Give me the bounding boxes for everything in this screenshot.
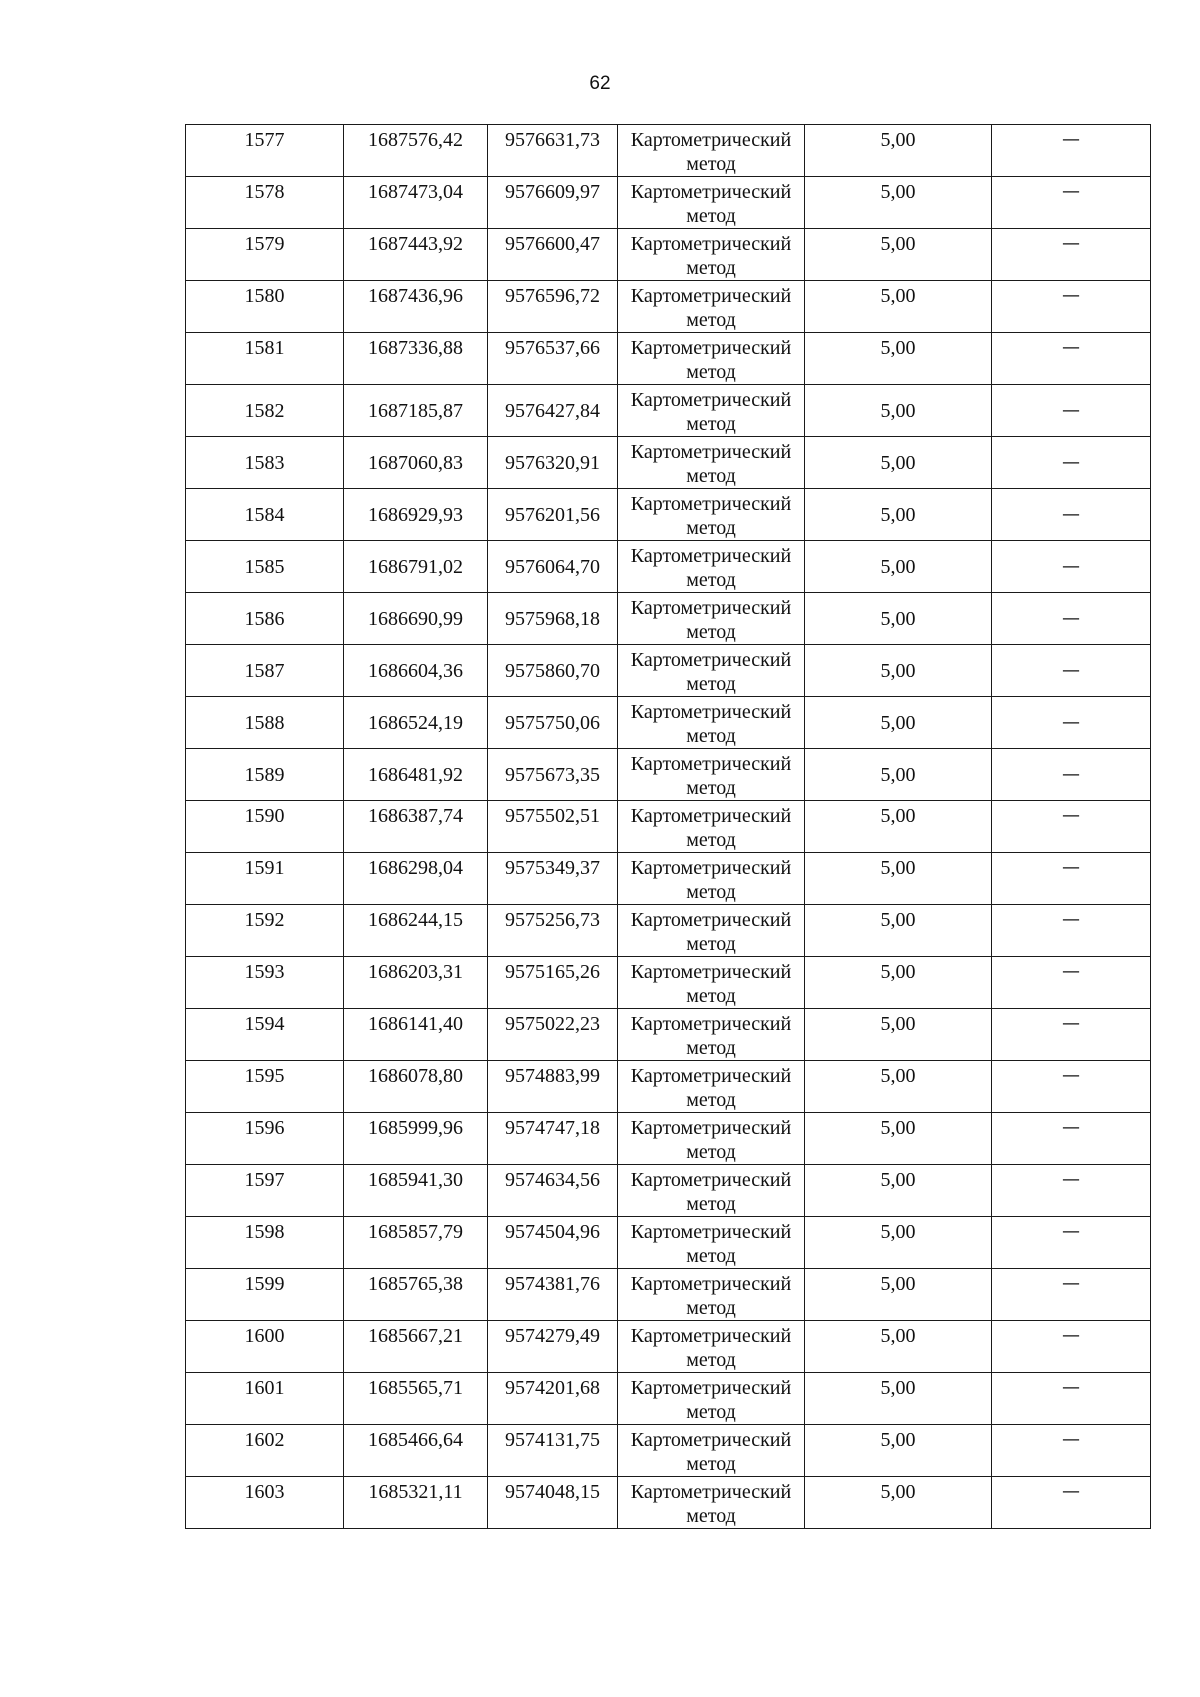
point-number-cell: 1577 bbox=[186, 125, 344, 177]
x-coordinate-cell: 1687336,88 bbox=[344, 333, 488, 385]
precision-cell: 5,00 bbox=[805, 541, 992, 593]
method-cell: Картометрический метод bbox=[618, 593, 805, 645]
precision-cell: 5,00 bbox=[805, 333, 992, 385]
precision-cell: 5,00 bbox=[805, 801, 992, 853]
point-number-cell: 1581 bbox=[186, 333, 344, 385]
point-number-cell: 1596 bbox=[186, 1113, 344, 1165]
note-cell: — bbox=[992, 385, 1151, 437]
note-cell: — bbox=[992, 1321, 1151, 1373]
x-coordinate-cell: 1685999,96 bbox=[344, 1113, 488, 1165]
precision-cell: 5,00 bbox=[805, 281, 992, 333]
x-coordinate-cell: 1686078,80 bbox=[344, 1061, 488, 1113]
note-cell: — bbox=[992, 645, 1151, 697]
x-coordinate-cell: 1685565,71 bbox=[344, 1373, 488, 1425]
x-coordinate-cell: 1687436,96 bbox=[344, 281, 488, 333]
note-cell: — bbox=[992, 957, 1151, 1009]
method-cell: Картометрический метод bbox=[618, 853, 805, 905]
x-coordinate-cell: 1686524,19 bbox=[344, 697, 488, 749]
coordinates-table bbox=[185, 124, 1151, 1529]
point-number-cell: 1588 bbox=[186, 697, 344, 749]
page-number: 62 bbox=[589, 73, 611, 94]
precision-cell: 5,00 bbox=[805, 593, 992, 645]
method-cell: Картометрический метод bbox=[618, 1217, 805, 1269]
y-coordinate-cell: 9575968,18 bbox=[488, 593, 618, 645]
y-coordinate-cell: 9574048,15 bbox=[488, 1477, 618, 1529]
y-coordinate-cell: 9575256,73 bbox=[488, 905, 618, 957]
note-cell: — bbox=[992, 697, 1151, 749]
table-row bbox=[186, 385, 1151, 437]
method-cell: Картометрический метод bbox=[618, 1373, 805, 1425]
note-cell: — bbox=[992, 437, 1151, 489]
point-number-cell: 1601 bbox=[186, 1373, 344, 1425]
x-coordinate-cell: 1686387,74 bbox=[344, 801, 488, 853]
table-row bbox=[186, 229, 1151, 281]
precision-cell: 5,00 bbox=[805, 1477, 992, 1529]
note-cell: — bbox=[992, 1477, 1151, 1529]
table-row bbox=[186, 957, 1151, 1009]
point-number-cell: 1580 bbox=[186, 281, 344, 333]
precision-cell: 5,00 bbox=[805, 437, 992, 489]
note-cell: — bbox=[992, 593, 1151, 645]
precision-cell: 5,00 bbox=[805, 229, 992, 281]
table-row bbox=[186, 593, 1151, 645]
method-cell: Картометрический метод bbox=[618, 749, 805, 801]
table-row bbox=[186, 853, 1151, 905]
method-cell: Картометрический метод bbox=[618, 1269, 805, 1321]
table-row bbox=[186, 1321, 1151, 1373]
table-row bbox=[186, 1113, 1151, 1165]
point-number-cell: 1592 bbox=[186, 905, 344, 957]
y-coordinate-cell: 9576201,56 bbox=[488, 489, 618, 541]
x-coordinate-cell: 1686481,92 bbox=[344, 749, 488, 801]
method-cell: Картометрический метод bbox=[618, 1477, 805, 1529]
table-row bbox=[186, 1425, 1151, 1477]
precision-cell: 5,00 bbox=[805, 1061, 992, 1113]
x-coordinate-cell: 1686929,93 bbox=[344, 489, 488, 541]
note-cell: — bbox=[992, 541, 1151, 593]
method-cell: Картометрический метод bbox=[618, 385, 805, 437]
x-coordinate-cell: 1685321,11 bbox=[344, 1477, 488, 1529]
method-cell: Картометрический метод bbox=[618, 1113, 805, 1165]
precision-cell: 5,00 bbox=[805, 177, 992, 229]
x-coordinate-cell: 1686298,04 bbox=[344, 853, 488, 905]
point-number-cell: 1579 bbox=[186, 229, 344, 281]
table-row bbox=[186, 645, 1151, 697]
y-coordinate-cell: 9574201,68 bbox=[488, 1373, 618, 1425]
point-number-cell: 1586 bbox=[186, 593, 344, 645]
x-coordinate-cell: 1686791,02 bbox=[344, 541, 488, 593]
note-cell: — bbox=[992, 1165, 1151, 1217]
x-coordinate-cell: 1687060,83 bbox=[344, 437, 488, 489]
method-cell: Картометрический метод bbox=[618, 645, 805, 697]
precision-cell: 5,00 bbox=[805, 1425, 992, 1477]
y-coordinate-cell: 9576596,72 bbox=[488, 281, 618, 333]
table-row bbox=[186, 489, 1151, 541]
method-cell: Картометрический метод bbox=[618, 541, 805, 593]
note-cell: — bbox=[992, 1217, 1151, 1269]
table-row bbox=[186, 1373, 1151, 1425]
point-number-cell: 1602 bbox=[186, 1425, 344, 1477]
x-coordinate-cell: 1686244,15 bbox=[344, 905, 488, 957]
table-row bbox=[186, 177, 1151, 229]
point-number-cell: 1600 bbox=[186, 1321, 344, 1373]
table-row bbox=[186, 801, 1151, 853]
x-coordinate-cell: 1686141,40 bbox=[344, 1009, 488, 1061]
x-coordinate-cell: 1686690,99 bbox=[344, 593, 488, 645]
table-row bbox=[186, 333, 1151, 385]
point-number-cell: 1597 bbox=[186, 1165, 344, 1217]
method-cell: Картометрический метод bbox=[618, 333, 805, 385]
note-cell: — bbox=[992, 281, 1151, 333]
point-number-cell: 1583 bbox=[186, 437, 344, 489]
y-coordinate-cell: 9574747,18 bbox=[488, 1113, 618, 1165]
note-cell: — bbox=[992, 853, 1151, 905]
method-cell: Картометрический метод bbox=[618, 1425, 805, 1477]
point-number-cell: 1590 bbox=[186, 801, 344, 853]
precision-cell: 5,00 bbox=[805, 645, 992, 697]
y-coordinate-cell: 9574634,56 bbox=[488, 1165, 618, 1217]
point-number-cell: 1587 bbox=[186, 645, 344, 697]
point-number-cell: 1589 bbox=[186, 749, 344, 801]
y-coordinate-cell: 9575673,35 bbox=[488, 749, 618, 801]
precision-cell: 5,00 bbox=[805, 1113, 992, 1165]
precision-cell: 5,00 bbox=[805, 1321, 992, 1373]
point-number-cell: 1591 bbox=[186, 853, 344, 905]
y-coordinate-cell: 9576537,66 bbox=[488, 333, 618, 385]
y-coordinate-cell: 9576320,91 bbox=[488, 437, 618, 489]
method-cell: Картометрический метод bbox=[618, 489, 805, 541]
y-coordinate-cell: 9576427,84 bbox=[488, 385, 618, 437]
point-number-cell: 1585 bbox=[186, 541, 344, 593]
table-row bbox=[186, 281, 1151, 333]
table-row bbox=[186, 125, 1151, 177]
point-number-cell: 1578 bbox=[186, 177, 344, 229]
point-number-cell: 1603 bbox=[186, 1477, 344, 1529]
method-cell: Картометрический метод bbox=[618, 801, 805, 853]
method-cell: Картометрический метод bbox=[618, 905, 805, 957]
method-cell: Картометрический метод bbox=[618, 1321, 805, 1373]
precision-cell: 5,00 bbox=[805, 489, 992, 541]
y-coordinate-cell: 9576064,70 bbox=[488, 541, 618, 593]
precision-cell: 5,00 bbox=[805, 1269, 992, 1321]
note-cell: — bbox=[992, 229, 1151, 281]
note-cell: — bbox=[992, 489, 1151, 541]
x-coordinate-cell: 1685941,30 bbox=[344, 1165, 488, 1217]
y-coordinate-cell: 9574883,99 bbox=[488, 1061, 618, 1113]
y-coordinate-cell: 9576609,97 bbox=[488, 177, 618, 229]
x-coordinate-cell: 1687473,04 bbox=[344, 177, 488, 229]
table-row bbox=[186, 749, 1151, 801]
precision-cell: 5,00 bbox=[805, 1217, 992, 1269]
method-cell: Картометрический метод bbox=[618, 1165, 805, 1217]
note-cell: — bbox=[992, 1269, 1151, 1321]
method-cell: Картометрический метод bbox=[618, 177, 805, 229]
note-cell: — bbox=[992, 801, 1151, 853]
table-row bbox=[186, 1061, 1151, 1113]
precision-cell: 5,00 bbox=[805, 957, 992, 1009]
x-coordinate-cell: 1685765,38 bbox=[344, 1269, 488, 1321]
method-cell: Картометрический метод bbox=[618, 125, 805, 177]
table-row bbox=[186, 905, 1151, 957]
point-number-cell: 1595 bbox=[186, 1061, 344, 1113]
y-coordinate-cell: 9575349,37 bbox=[488, 853, 618, 905]
method-cell: Картометрический метод bbox=[618, 437, 805, 489]
y-coordinate-cell: 9575860,70 bbox=[488, 645, 618, 697]
x-coordinate-cell: 1685857,79 bbox=[344, 1217, 488, 1269]
x-coordinate-cell: 1687443,92 bbox=[344, 229, 488, 281]
table-row bbox=[186, 1009, 1151, 1061]
y-coordinate-cell: 9575750,06 bbox=[488, 697, 618, 749]
note-cell: — bbox=[992, 1009, 1151, 1061]
precision-cell: 5,00 bbox=[805, 749, 992, 801]
y-coordinate-cell: 9576631,73 bbox=[488, 125, 618, 177]
precision-cell: 5,00 bbox=[805, 1009, 992, 1061]
method-cell: Картометрический метод bbox=[618, 1009, 805, 1061]
point-number-cell: 1582 bbox=[186, 385, 344, 437]
y-coordinate-cell: 9575165,26 bbox=[488, 957, 618, 1009]
precision-cell: 5,00 bbox=[805, 697, 992, 749]
point-number-cell: 1593 bbox=[186, 957, 344, 1009]
point-number-cell: 1599 bbox=[186, 1269, 344, 1321]
precision-cell: 5,00 bbox=[805, 385, 992, 437]
precision-cell: 5,00 bbox=[805, 1373, 992, 1425]
x-coordinate-cell: 1687576,42 bbox=[344, 125, 488, 177]
y-coordinate-cell: 9574279,49 bbox=[488, 1321, 618, 1373]
y-coordinate-cell: 9575502,51 bbox=[488, 801, 618, 853]
table-row bbox=[186, 437, 1151, 489]
x-coordinate-cell: 1685667,21 bbox=[344, 1321, 488, 1373]
precision-cell: 5,00 bbox=[805, 853, 992, 905]
method-cell: Картометрический метод bbox=[618, 957, 805, 1009]
point-number-cell: 1598 bbox=[186, 1217, 344, 1269]
method-cell: Картометрический метод bbox=[618, 229, 805, 281]
table-row bbox=[186, 697, 1151, 749]
precision-cell: 5,00 bbox=[805, 125, 992, 177]
point-number-cell: 1594 bbox=[186, 1009, 344, 1061]
method-cell: Картометрический метод bbox=[618, 1061, 805, 1113]
x-coordinate-cell: 1686203,31 bbox=[344, 957, 488, 1009]
x-coordinate-cell: 1687185,87 bbox=[344, 385, 488, 437]
note-cell: — bbox=[992, 905, 1151, 957]
y-coordinate-cell: 9574131,75 bbox=[488, 1425, 618, 1477]
table-row bbox=[186, 1217, 1151, 1269]
table-row bbox=[186, 1165, 1151, 1217]
y-coordinate-cell: 9576600,47 bbox=[488, 229, 618, 281]
table-row bbox=[186, 541, 1151, 593]
note-cell: — bbox=[992, 333, 1151, 385]
note-cell: — bbox=[992, 1061, 1151, 1113]
table-row bbox=[186, 1477, 1151, 1529]
x-coordinate-cell: 1685466,64 bbox=[344, 1425, 488, 1477]
note-cell: — bbox=[992, 125, 1151, 177]
precision-cell: 5,00 bbox=[805, 1165, 992, 1217]
point-number-cell: 1584 bbox=[186, 489, 344, 541]
table-row bbox=[186, 1269, 1151, 1321]
coordinates-table-body bbox=[186, 125, 1151, 1529]
note-cell: — bbox=[992, 749, 1151, 801]
note-cell: — bbox=[992, 1113, 1151, 1165]
method-cell: Картометрический метод bbox=[618, 697, 805, 749]
note-cell: — bbox=[992, 1373, 1151, 1425]
y-coordinate-cell: 9575022,23 bbox=[488, 1009, 618, 1061]
precision-cell: 5,00 bbox=[805, 905, 992, 957]
y-coordinate-cell: 9574504,96 bbox=[488, 1217, 618, 1269]
note-cell: — bbox=[992, 1425, 1151, 1477]
method-cell: Картометрический метод bbox=[618, 281, 805, 333]
x-coordinate-cell: 1686604,36 bbox=[344, 645, 488, 697]
y-coordinate-cell: 9574381,76 bbox=[488, 1269, 618, 1321]
note-cell: — bbox=[992, 177, 1151, 229]
